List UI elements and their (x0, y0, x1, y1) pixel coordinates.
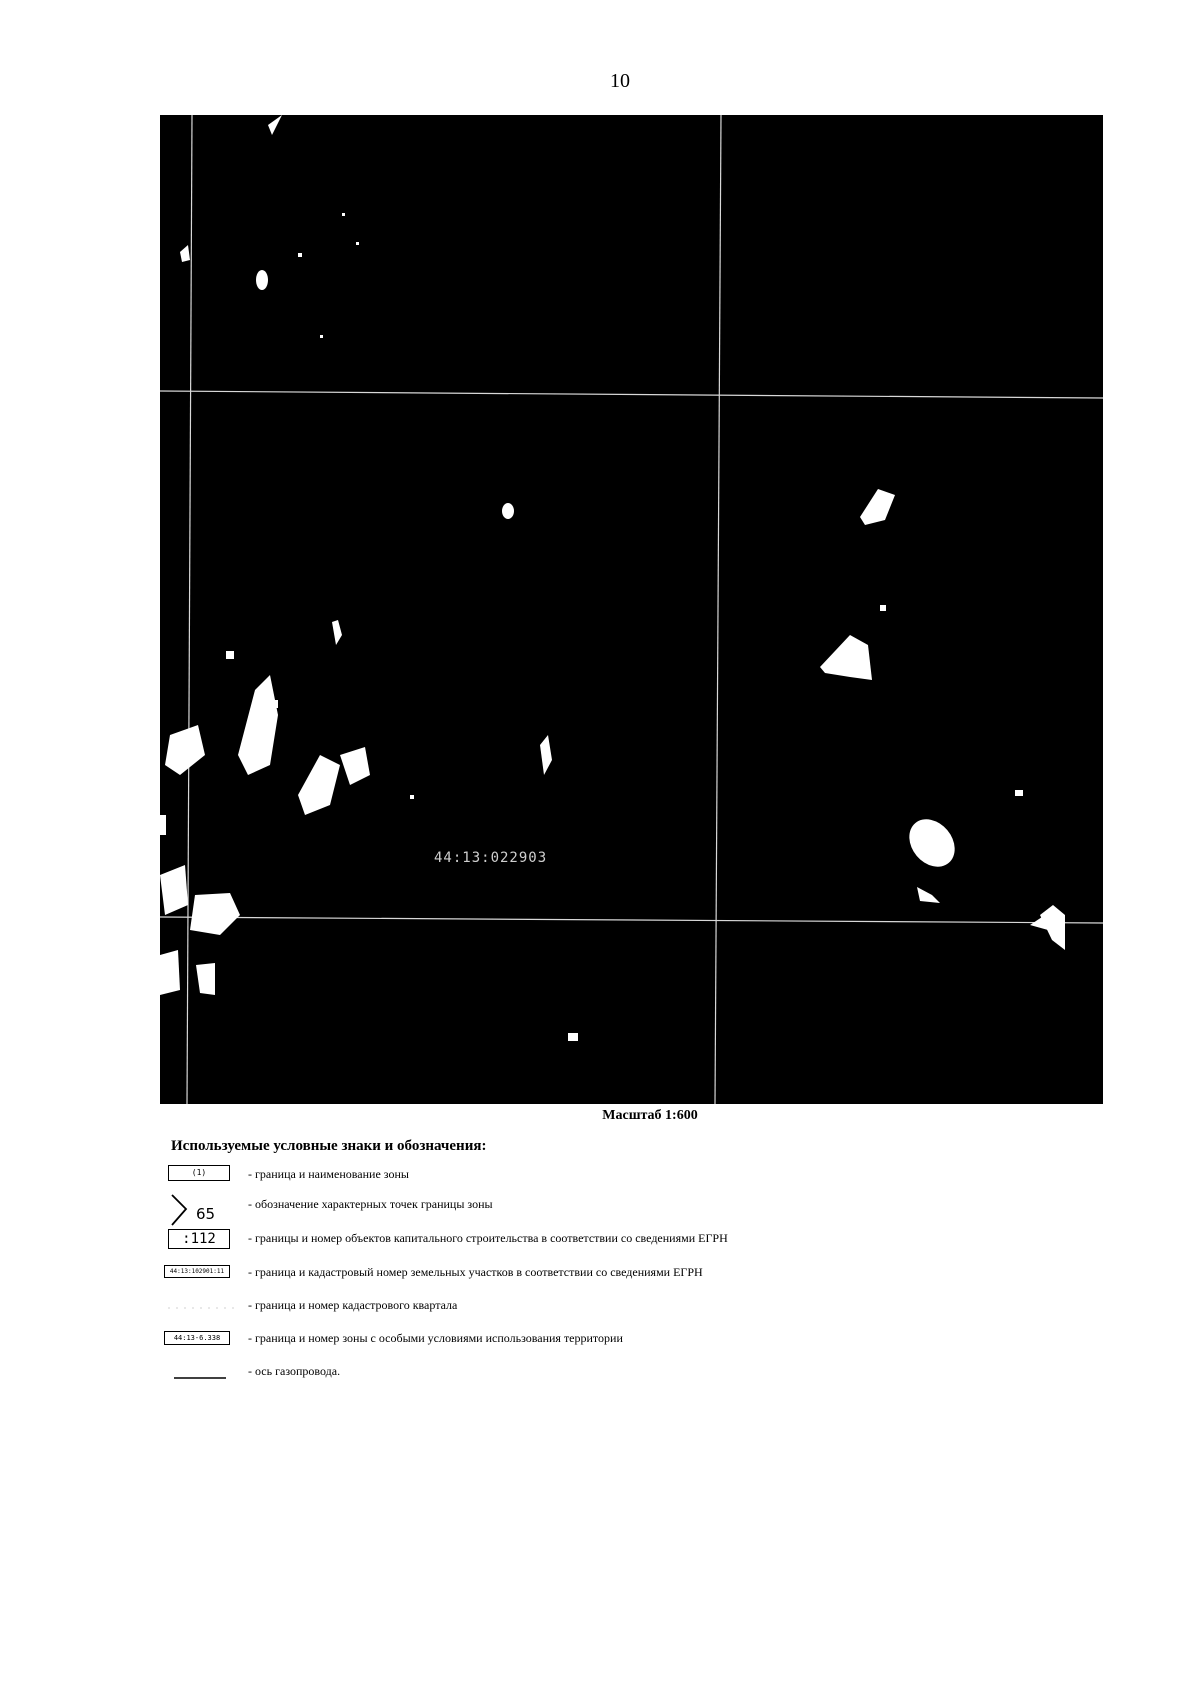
legend-item-characteristic-points (160, 1193, 860, 1223)
point-marker-icon (168, 1193, 198, 1227)
cadastral-quarter-symbol (160, 1294, 240, 1324)
characteristic-point-symbol (160, 1193, 240, 1223)
zone-name-box: (1) (168, 1165, 230, 1181)
land-plot-symbol (160, 1261, 240, 1291)
legend-item-cadastral-quarter (160, 1294, 860, 1324)
special-zone-number-box: 44:13-6.338 (164, 1331, 230, 1345)
map-image (160, 115, 1103, 1104)
legend-item-gas-pipeline (160, 1360, 860, 1390)
scale-caption: Масштаб 1:600 (602, 1108, 698, 1123)
legend-item-zone-boundary (160, 1163, 860, 1193)
legend-item-land-plots (160, 1261, 860, 1291)
capital-construction-symbol (160, 1227, 240, 1257)
legend-text: - граница и номер кадастрового квартала (248, 1298, 458, 1312)
legend-item-capital-construction (160, 1227, 860, 1257)
special-zone-symbol (160, 1327, 240, 1357)
legend-text: - граница и кадастровый номер земельных участков в соответствии со сведениями ЕГРН (248, 1265, 703, 1279)
legend-text: - ось газопровода. (248, 1364, 341, 1378)
point-number-label: 65 (196, 1205, 216, 1223)
legend-title: Используемые условные знаки и обозначения: (171, 1138, 487, 1154)
legend-item-special-zone (160, 1327, 860, 1357)
legend-text: - границы и номер объектов капитального строительства в соответствии со сведениями ЕГРН (248, 1231, 728, 1245)
legend-text: - обозначение характерных точек границы зоны (248, 1197, 493, 1211)
legend-text: - граница и номер зоны с особыми условиями использования территории (248, 1331, 623, 1345)
cadastral-quarter-label: 44:13:022903 (434, 850, 548, 866)
gas-pipeline-symbol (160, 1360, 240, 1390)
building-number-box: :112 (168, 1229, 230, 1249)
aerial-photo-map (160, 115, 1103, 1104)
land-plot-number-box: 44:13:102901:11 (164, 1265, 230, 1278)
zone-boundary-symbol (160, 1163, 240, 1193)
legend-text: - граница и наименование зоны (248, 1167, 409, 1181)
dashed-boundary-icon (166, 1298, 236, 1318)
pipeline-line-icon (172, 1366, 228, 1386)
page-number: 10 (610, 70, 630, 92)
